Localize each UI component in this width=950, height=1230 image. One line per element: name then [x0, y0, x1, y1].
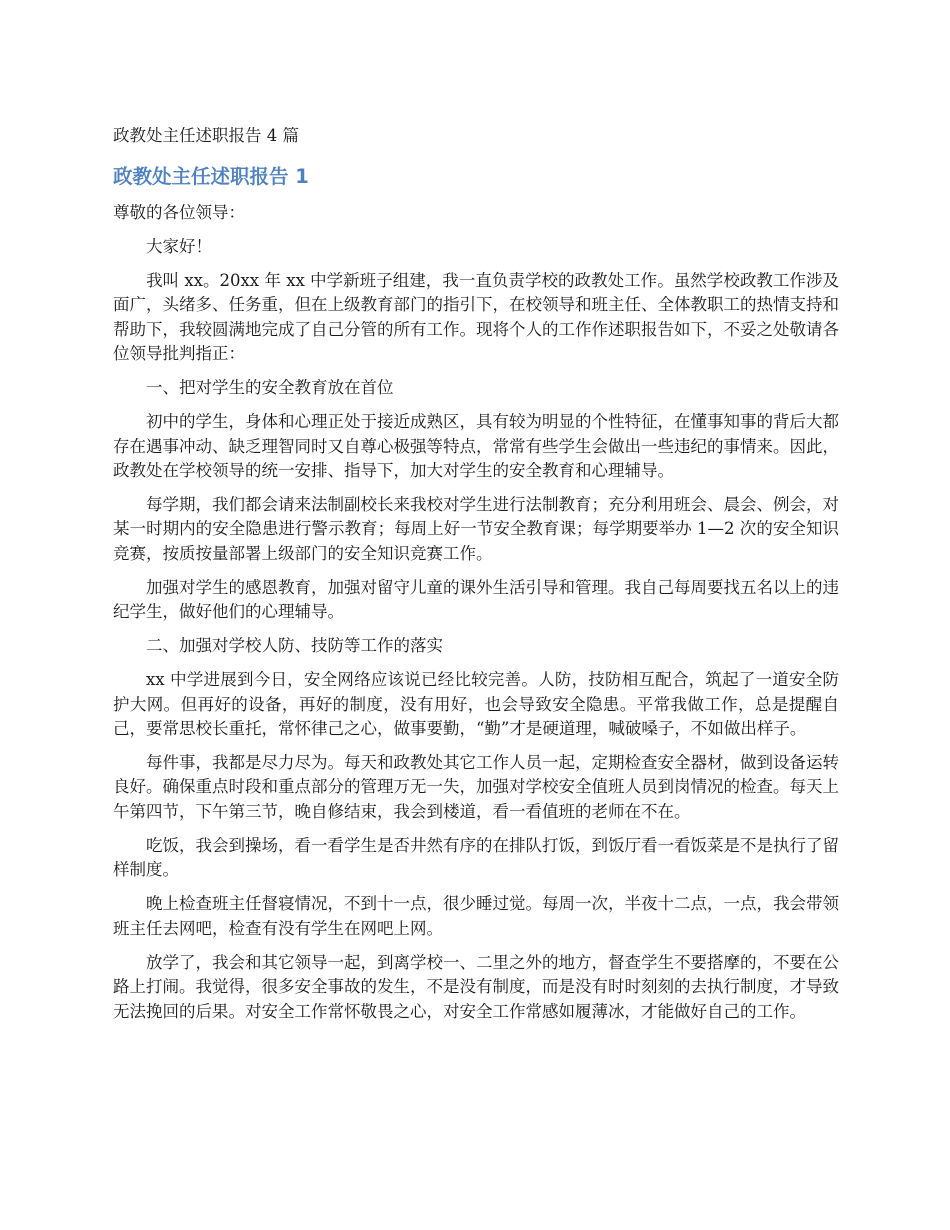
document-body	[113, 201, 839, 1034]
body-paragraph: xx 中学进展到今日，安全网络应该说已经比较完善。人防，技防相互配合，筑起了一道安全防护大网。但再好的设备，再好的制度，没有用好，也会导致安全隐患。平常我做工作，总是提醒自己，要常思校长重托，常怀律己之心，做事要勤，“勤”才是硬道理，喊破嗓子，不如做出样子。	[113, 670, 839, 739]
subheading-1: 一、把对学生的安全教育放在首位	[146, 378, 394, 398]
section-heading: 政教处主任述职报告 1	[113, 165, 309, 188]
salutation: 尊敬的各位领导：	[113, 203, 245, 222]
body-paragraph: 每件事，我都是尽力尽为。每天和政教处其它工作人员一起，定期检查安全器材，做到设备运转良好。确保重点时段和重点部分的管理万无一失，加强对学校安全值班人员到岗情况的检查。每天上午第四节，下午第三节，晚自修结束，我会到楼道，看一看值班的老师在不在。	[113, 753, 839, 821]
greeting: 大家好！	[146, 237, 212, 256]
body-paragraph: 吃饭，我会到操场，看一看学生是否井然有序的在排队打饭，到饭厅看一看饭菜是不是执行了留样制度。	[113, 835, 839, 880]
body-paragraph: 每学期，我们都会请来法制副校长来我校对学生进行法制教育；充分利用班会、晨会、例会，对某一时期内的安全隐患进行警示教育；每周上好一节安全教育课；每学期要举办 1—2 次的安全知识竞赛，按质按量部署上级部门的安全知识竞赛工作。	[113, 495, 839, 563]
subheading-2: 二、加强对学校人防、技防等工作的落实	[146, 636, 443, 656]
body-paragraph: 晚上检查班主任督寝情况，不到十一点，很少睡过觉。每周一次，半夜十二点，一点，我会带领班主任去网吧，检查有没有学生在网吧上网。	[113, 894, 839, 938]
body-paragraph: 初中的学生，身体和心理正处于接近成熟区，具有较为明显的个性特征，在懂事知事的背后大都存在遇事冲动、缺乏理智同时又自尊心极强等特点，常常有些学生会做出一些违纪的事情来。因此，政教处在学校领导的统一安排、指导下，加大对学生的安全教育和心理辅导。	[113, 412, 839, 481]
document-title: 政教处主任述职报告 4 篇	[113, 126, 299, 145]
intro-paragraph: 我叫 xx。20xx 年 xx 中学新班子组建，我一直负责学校的政教处工作。虽然学校政教工作涉及面广，头绪多、任务重，但在上级教育部门的指引下，在校领导和班主任、全体教职工的热情支持和帮助下，我较圆满地完成了自己分管的所有工作。现将个人的工作作述职报告如下，不妥之处敬请各位领导批判指正：	[113, 271, 839, 364]
body-paragraph: 放学了，我会和其它领导一起，到离学校一、二里之外的地方，督查学生不要搭摩的，不要在公路上打闹。我觉得，很多安全事故的发生，不是没有制度，而是没有时时刻刻的去执行制度，才导致无法挽回的后果。对安全工作常怀敬畏之心，对安全工作常感如履薄冰，才能做好自己的工作。	[113, 952, 839, 1021]
body-paragraph: 加强对学生的感恩教育，加强对留守儿童的课外生活引导和管理。我自己每周要找五名以上的违纪学生，做好他们的心理辅导。	[113, 577, 839, 622]
